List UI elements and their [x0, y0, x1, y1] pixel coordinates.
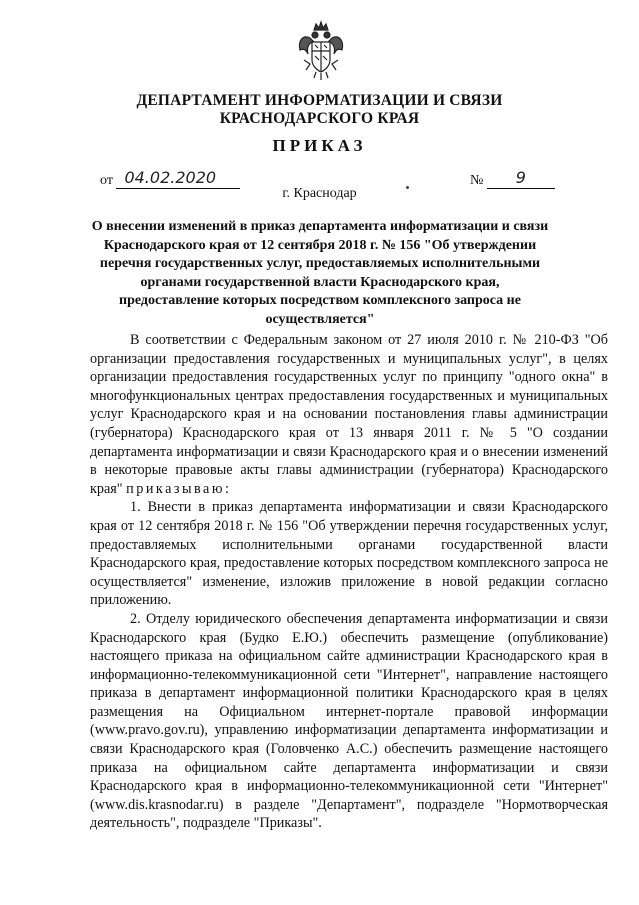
order-title: О внесении изменений в приказ департамента информатизации и связи Краснодарского края от 12 сентября 2018 г. № 156 "Об утверждении перечня государственных услуг, предоставляемых исполнительными органами государственной власти Краснодарского края, предоставление которых посредством комплексного запроса не осуществляется"	[91, 219, 549, 327]
department-name-line1: ДЕПАРТАМЕНТ ИНФОРМАТИЗАЦИИ И СВЯЗИ	[136, 92, 503, 109]
city: г. Краснодар	[282, 186, 357, 201]
date-value: 04.02.2020	[116, 170, 240, 189]
number-prefix: №	[470, 173, 484, 188]
item-2: 2. Отделу юридического обеспечения департамента информатизации и связи Краснодарского края (Будко Е.Ю.) обеспечить размещение (опубликование) настоящего приказа на официальном сайте администрации Краснодарского края в информационно-телекоммуникационной сети "Интернет", направление настоящего приказа в департамент информационной политики Краснодарского края в целях размещения на Официальном интернет-портале правовой информации (www.pravo.gov.ru), управлению информатизации департамента информатизации и связи Краснодарского края (Головченко А.С.) обеспечить размещение настоящего приказа на официальном сайте департамента информатизации и связи Краснодарского края в информационно-телекоммуникационной сети "Интернет" (www.dis.krasnodar.ru) в разделе "Департамент", подразделе "Нормотворческая деятельность", подразделе "Приказы".	[90, 610, 608, 832]
department-name-line2: КРАСНОДАРСКОГО КРАЯ	[219, 110, 420, 127]
scan-speck	[406, 186, 409, 189]
document-type: ПРИКАЗ	[272, 136, 367, 155]
order-body	[90, 331, 608, 833]
date-prefix: от	[100, 173, 113, 188]
order-word: приказываю:	[126, 480, 232, 497]
item-1: 1. Внести в приказ департамента информатизации и связи Краснодарского края от 12 сентября 2018 г. № 156 "Об утверждении перечня государственных услуг, предоставляемых исполнительными органами государственной власти Краснодарского края, предоставление которых посредством комплексного запроса не осуществляется" изменение, изложив приложение в новой редакции согласно приложению.	[90, 499, 608, 609]
preamble-text: В соответствии с Федеральным законом от 27 июля 2010 г. № 210-ФЗ "Об организации предоставления государственных и муниципальных услуг", в целях организации предоставления государственных услуг по принципу "одного окна" в многофункциональных центрах предоставления государственных и муниципальных услуг Краснодарского края и на основании постановления главы администрации (губернатора) Краснодарского края от 13 января 2011 г. № 5 "О создании департамента информатизации и связи Краснодарского края и о внесении изменений в некоторые правовые акты главы администрации (губернатора) Краснодарского края"	[90, 332, 608, 497]
coat-of-arms-icon	[296, 20, 346, 82]
number-value: 9	[487, 170, 555, 189]
preamble-paragraph	[90, 331, 608, 498]
